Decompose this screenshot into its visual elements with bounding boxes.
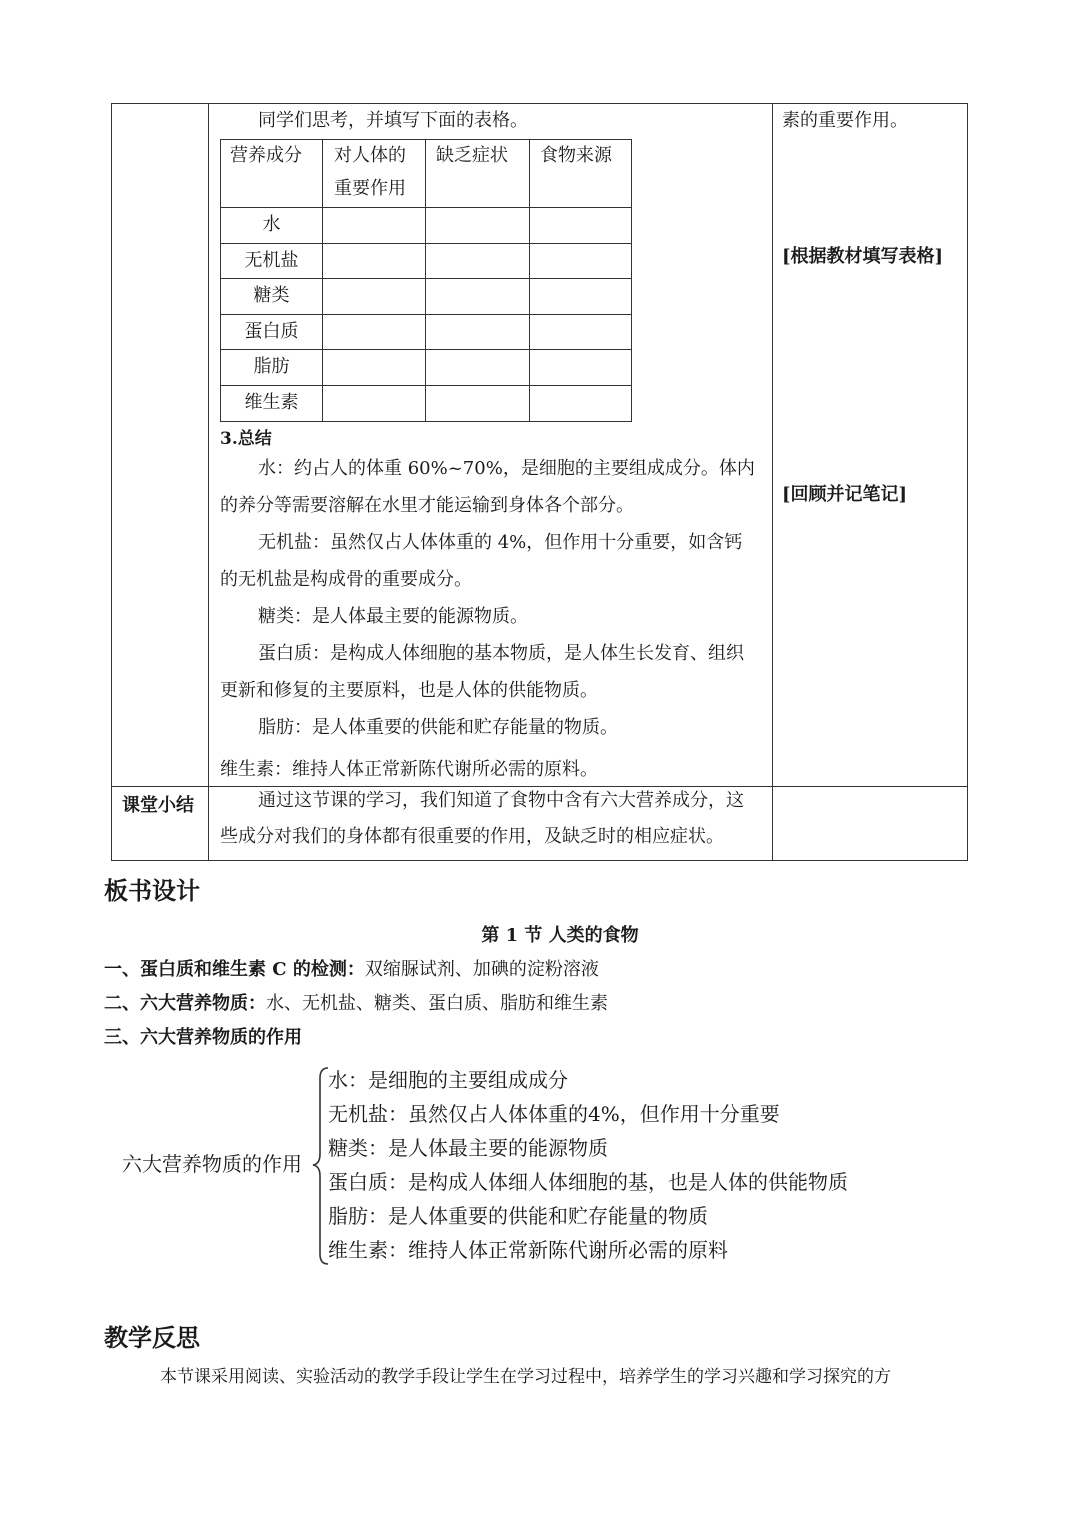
nt-row-label: 蛋白质 (244, 321, 299, 342)
class-summary-label: 课堂小结 (122, 795, 194, 816)
reflection-heading: 教学反思 (104, 1323, 200, 1352)
summary-line: 的养分等需要溶解在水里才能运输到身体各个部分。 (220, 495, 634, 516)
nt-hline (220, 278, 632, 279)
right-note-review: [回顾并记笔记] (782, 484, 908, 505)
reflection-text: 本节课采用阅读、实验活动的教学手段让学生在学习过程中，培养学生的学习兴趣和学习探究的方 (160, 1367, 891, 1387)
brace-item: 无机盐：虽然仅占人体体重的4%，但作用十分重要 (328, 1102, 780, 1126)
nt-header-role-1: 对人体的 (334, 145, 406, 166)
nt-row-label: 无机盐 (244, 250, 299, 271)
summary-line: 水：约占人的体重 60%~70%，是细胞的主要组成成分。体内 (258, 458, 755, 479)
table-border-top (111, 103, 968, 104)
board-item-label: 一、蛋白质和维生素 C 的检测： (104, 959, 365, 980)
board-title: 第 1 节 人类的食物 (481, 925, 639, 946)
nt-header-source: 食物来源 (540, 145, 612, 166)
nt-hline (220, 385, 632, 386)
nt-header-deficiency: 缺乏症状 (436, 145, 508, 166)
nt-vline (220, 139, 221, 422)
board-item-text: 水、无机盐、糖类、蛋白质、脂肪和维生素 (266, 993, 608, 1014)
class-summary-line: 通过这节课的学习，我们知道了食物中含有六大营养成分，这 (258, 790, 744, 811)
summary-line: 糖类：是人体最主要的能源物质。 (258, 606, 528, 627)
table-border-right (967, 103, 968, 861)
brace-item: 蛋白质：是构成人体细人体细胞的基，也是人体的供能物质 (328, 1170, 848, 1194)
board-item-label: 三、六大营养物质的作用 (104, 1027, 302, 1048)
nt-hline (220, 349, 632, 350)
table-border-mid (111, 786, 968, 787)
board-item-label: 二、六大营养物质： (104, 993, 266, 1014)
nt-vline (631, 139, 632, 422)
nt-header-role-2: 重要作用 (334, 178, 406, 199)
table-prompt: 同学们思考，并填写下面的表格。 (258, 110, 528, 131)
brace-item: 糖类：是人体最主要的能源物质 (328, 1136, 608, 1160)
nt-hline (220, 139, 632, 140)
summary-line: 的无机盐是构成骨的重要成分。 (220, 569, 472, 590)
summary-line: 脂肪：是人体重要的供能和贮存能量的物质。 (258, 717, 618, 738)
brace-label: 六大营养物质的作用 (122, 1152, 302, 1176)
nt-row-label: 维生素 (244, 392, 299, 413)
right-note-fill: [根据教材填写表格] (782, 246, 944, 267)
nt-row-label: 糖类 (253, 285, 290, 306)
summary-title: 3.总结 (220, 429, 272, 449)
class-summary-line: 些成分对我们的身体都有很重要的作用，及缺乏时的相应症状。 (220, 826, 724, 847)
summary-line: 更新和修复的主要原料，也是人体的供能物质。 (220, 680, 598, 701)
table-col-divider-2 (772, 103, 773, 861)
brace-item: 维生素：维持人体正常新陈代谢所必需的原料 (328, 1238, 728, 1262)
table-border-left (111, 103, 112, 861)
nt-vline (425, 139, 426, 422)
nt-hline (220, 314, 632, 315)
nt-vline (529, 139, 530, 422)
nt-row-label: 水 (262, 214, 281, 235)
right-note-top: 素的重要作用。 (782, 110, 908, 131)
curly-brace-icon (308, 1066, 332, 1266)
table-col-divider-1 (208, 103, 209, 861)
board-item (104, 1027, 302, 1049)
nt-header-nutrient: 营养成分 (230, 145, 302, 166)
brace-item: 水：是细胞的主要组成成分 (328, 1068, 568, 1092)
nt-hline (220, 243, 632, 244)
board-item (104, 959, 599, 981)
summary-line: 无机盐：虽然仅占人体体重的 4%，但作用十分重要，如含钙 (258, 532, 743, 553)
board-item-text: 双缩脲试剂、加碘的淀粉溶液 (364, 959, 599, 980)
table-border-bottom (111, 860, 968, 861)
summary-line: 维生素：维持人体正常新陈代谢所必需的原料。 (220, 759, 598, 780)
nt-row-label: 脂肪 (253, 356, 290, 377)
nt-hline (220, 207, 632, 208)
nt-hline (220, 421, 632, 422)
brace-item: 脂肪：是人体重要的供能和贮存能量的物质 (328, 1204, 708, 1228)
board-item (104, 993, 608, 1015)
nt-vline (322, 139, 323, 422)
board-heading: 板书设计 (104, 876, 200, 905)
summary-line: 蛋白质：是构成人体细胞的基本物质，是人体生长发育、组织 (258, 643, 744, 664)
